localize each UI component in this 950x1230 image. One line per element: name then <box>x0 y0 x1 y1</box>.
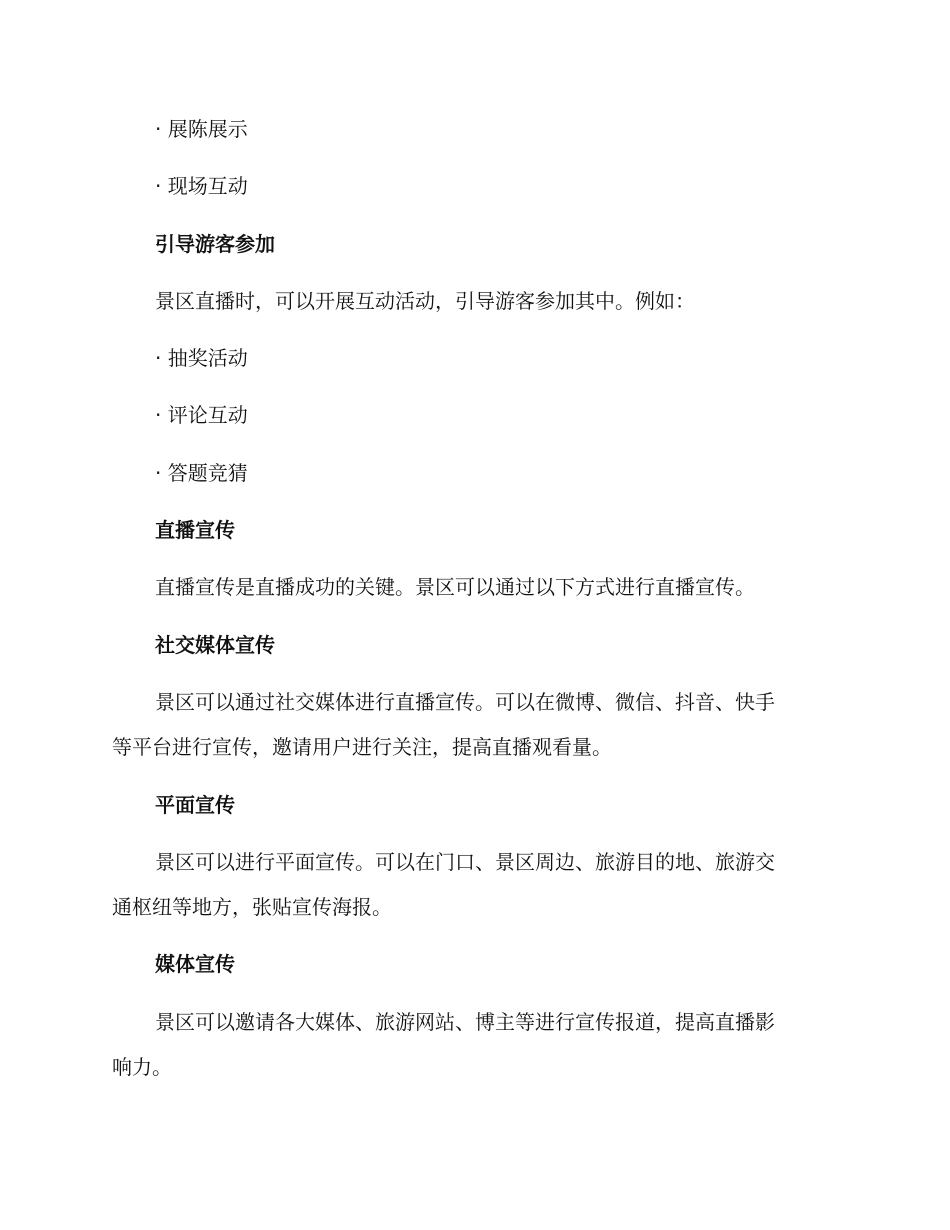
section-heading: 社交媒体宣传 <box>155 633 275 657</box>
section-heading: 媒体宣传 <box>155 952 235 976</box>
paragraph-line: 景区可以通过社交媒体进行直播宣传。可以在微博、微信、抖音、快手 <box>155 690 775 714</box>
bullet-item: · 评论互动 <box>155 403 248 427</box>
section-heading: 引导游客参加 <box>155 232 275 256</box>
paragraph-line: 响力。 <box>112 1055 172 1079</box>
paragraph-line: 景区可以邀请各大媒体、旅游网站、博主等进行宣传报道，提高直播影 <box>155 1010 775 1034</box>
section-heading: 直播宣传 <box>155 518 235 542</box>
section-heading: 平面宣传 <box>155 793 235 817</box>
bullet-item: · 抽奖活动 <box>155 346 248 370</box>
paragraph-line: 通枢纽等地方，张贴宣传海报。 <box>112 895 392 919</box>
paragraph-line: 景区可以进行平面宣传。可以在门口、景区周边、旅游目的地、旅游交 <box>155 850 775 874</box>
paragraph-line: 直播宣传是直播成功的关键。景区可以通过以下方式进行直播宣传。 <box>155 575 755 599</box>
bullet-item: · 展陈展示 <box>155 117 248 141</box>
bullet-item: · 现场互动 <box>155 174 248 198</box>
paragraph-line: 等平台进行宣传，邀请用户进行关注，提高直播观看量。 <box>112 735 612 759</box>
bullet-item: · 答题竞猜 <box>155 461 248 485</box>
paragraph-line: 景区直播时，可以开展互动活动，引导游客参加其中。例如： <box>155 289 695 313</box>
